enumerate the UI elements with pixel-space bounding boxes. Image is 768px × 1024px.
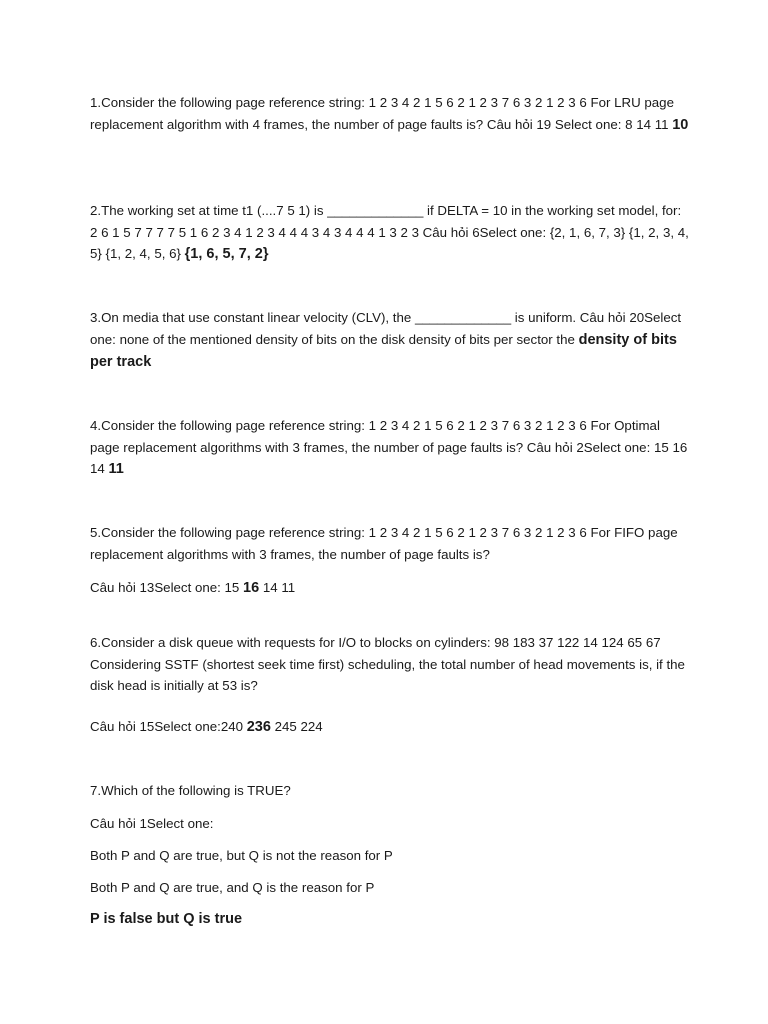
question-4-answer: 11 [108,461,124,478]
question-4-text: 4.Consider the following page reference string: 1 2 3 4 2 1 5 6 2 1 2 3 7 6 3 2 1 2 3 6 For Optimal page replacement algorithms with 3 frames, the number of page faults is? Câu hỏi 2Select one: 15 16 14 [90,418,688,477]
question-7-option-a: Both P and Q are true, but Q is not the reason for P [90,848,393,863]
question-7-option-b: Both P and Q are true, and Q is the reason for P [90,880,375,895]
question-5 [90,522,690,565]
question-5-options [90,577,690,600]
question-5-text: 5.Consider the following page reference string: 1 2 3 4 2 1 5 6 2 1 2 3 7 6 3 2 1 2 3 6 For FIFO page replacement algorithms with 3 frames, the number of page faults is? [90,525,678,562]
question-2-answer: {1, 6, 5, 7, 2} [184,246,269,263]
question-4 [90,415,690,481]
question-3 [90,307,690,374]
question-2 [90,200,690,266]
question-2-text: 2.The working set at time t1 (....7 5 1) is _____________ if DELTA = 10 in the working set model, for: 2 6 1 5 7 7 7 7 5 1 6 2 3 4 1 2 3 4 4 4 3 4 3 4 4 4 1 3 2 3 Câu hỏi 6Select one: {2, 1, 6, 7, 3} {1, 2, 3, 4, 5} {1, 2, 4, 5, 6} [90,203,689,262]
question-6-answer: 236 [246,719,271,735]
question-3-text: 3.On media that use constant linear velocity (CLV), the _____________ is uniform. Câu hỏi 20Select one: none of the mentioned density of bits on the disk density of bits per sector the [90,310,682,347]
question-1 [90,92,690,136]
question-1-answer: 10 [672,116,689,133]
question-5-answer: 16 [243,580,260,596]
question-7 [90,780,690,802]
question-7-text: 7.Which of the following is TRUE? [90,783,291,798]
question-6-options [90,716,690,739]
question-6-options-suffix: 245 224 [270,719,323,734]
question-6-options-prefix: Câu hỏi 15Select one:240 [90,719,247,734]
question-1-text: 1.Consider the following page reference string: 1 2 3 4 2 1 5 6 2 1 2 3 7 6 3 2 1 2 3 6 For LRU page replacement algorithm with 4 frames, the number of page faults is? Câu hỏi 19 Select one: 8 14 11 [90,95,674,132]
question-5-options-suffix: 14 11 [259,580,296,595]
question-6-text: 6.Consider a disk queue with requests for I/O to blocks on cylinders: 98 183 37 122 14 124 65 67 Considering SSTF (shortest seek time first) scheduling, the total number of head movements is, if the disk head is initially at 53 is? [90,635,685,694]
question-3-answer: density of bits per track [90,331,677,371]
question-6 [90,632,690,697]
question-5-options-prefix: Câu hỏi 13Select one: 15 [90,580,244,595]
question-7-select-line: Câu hỏi 1Select one: [90,816,214,831]
question-7-answer: P is false but Q is true [90,911,243,927]
